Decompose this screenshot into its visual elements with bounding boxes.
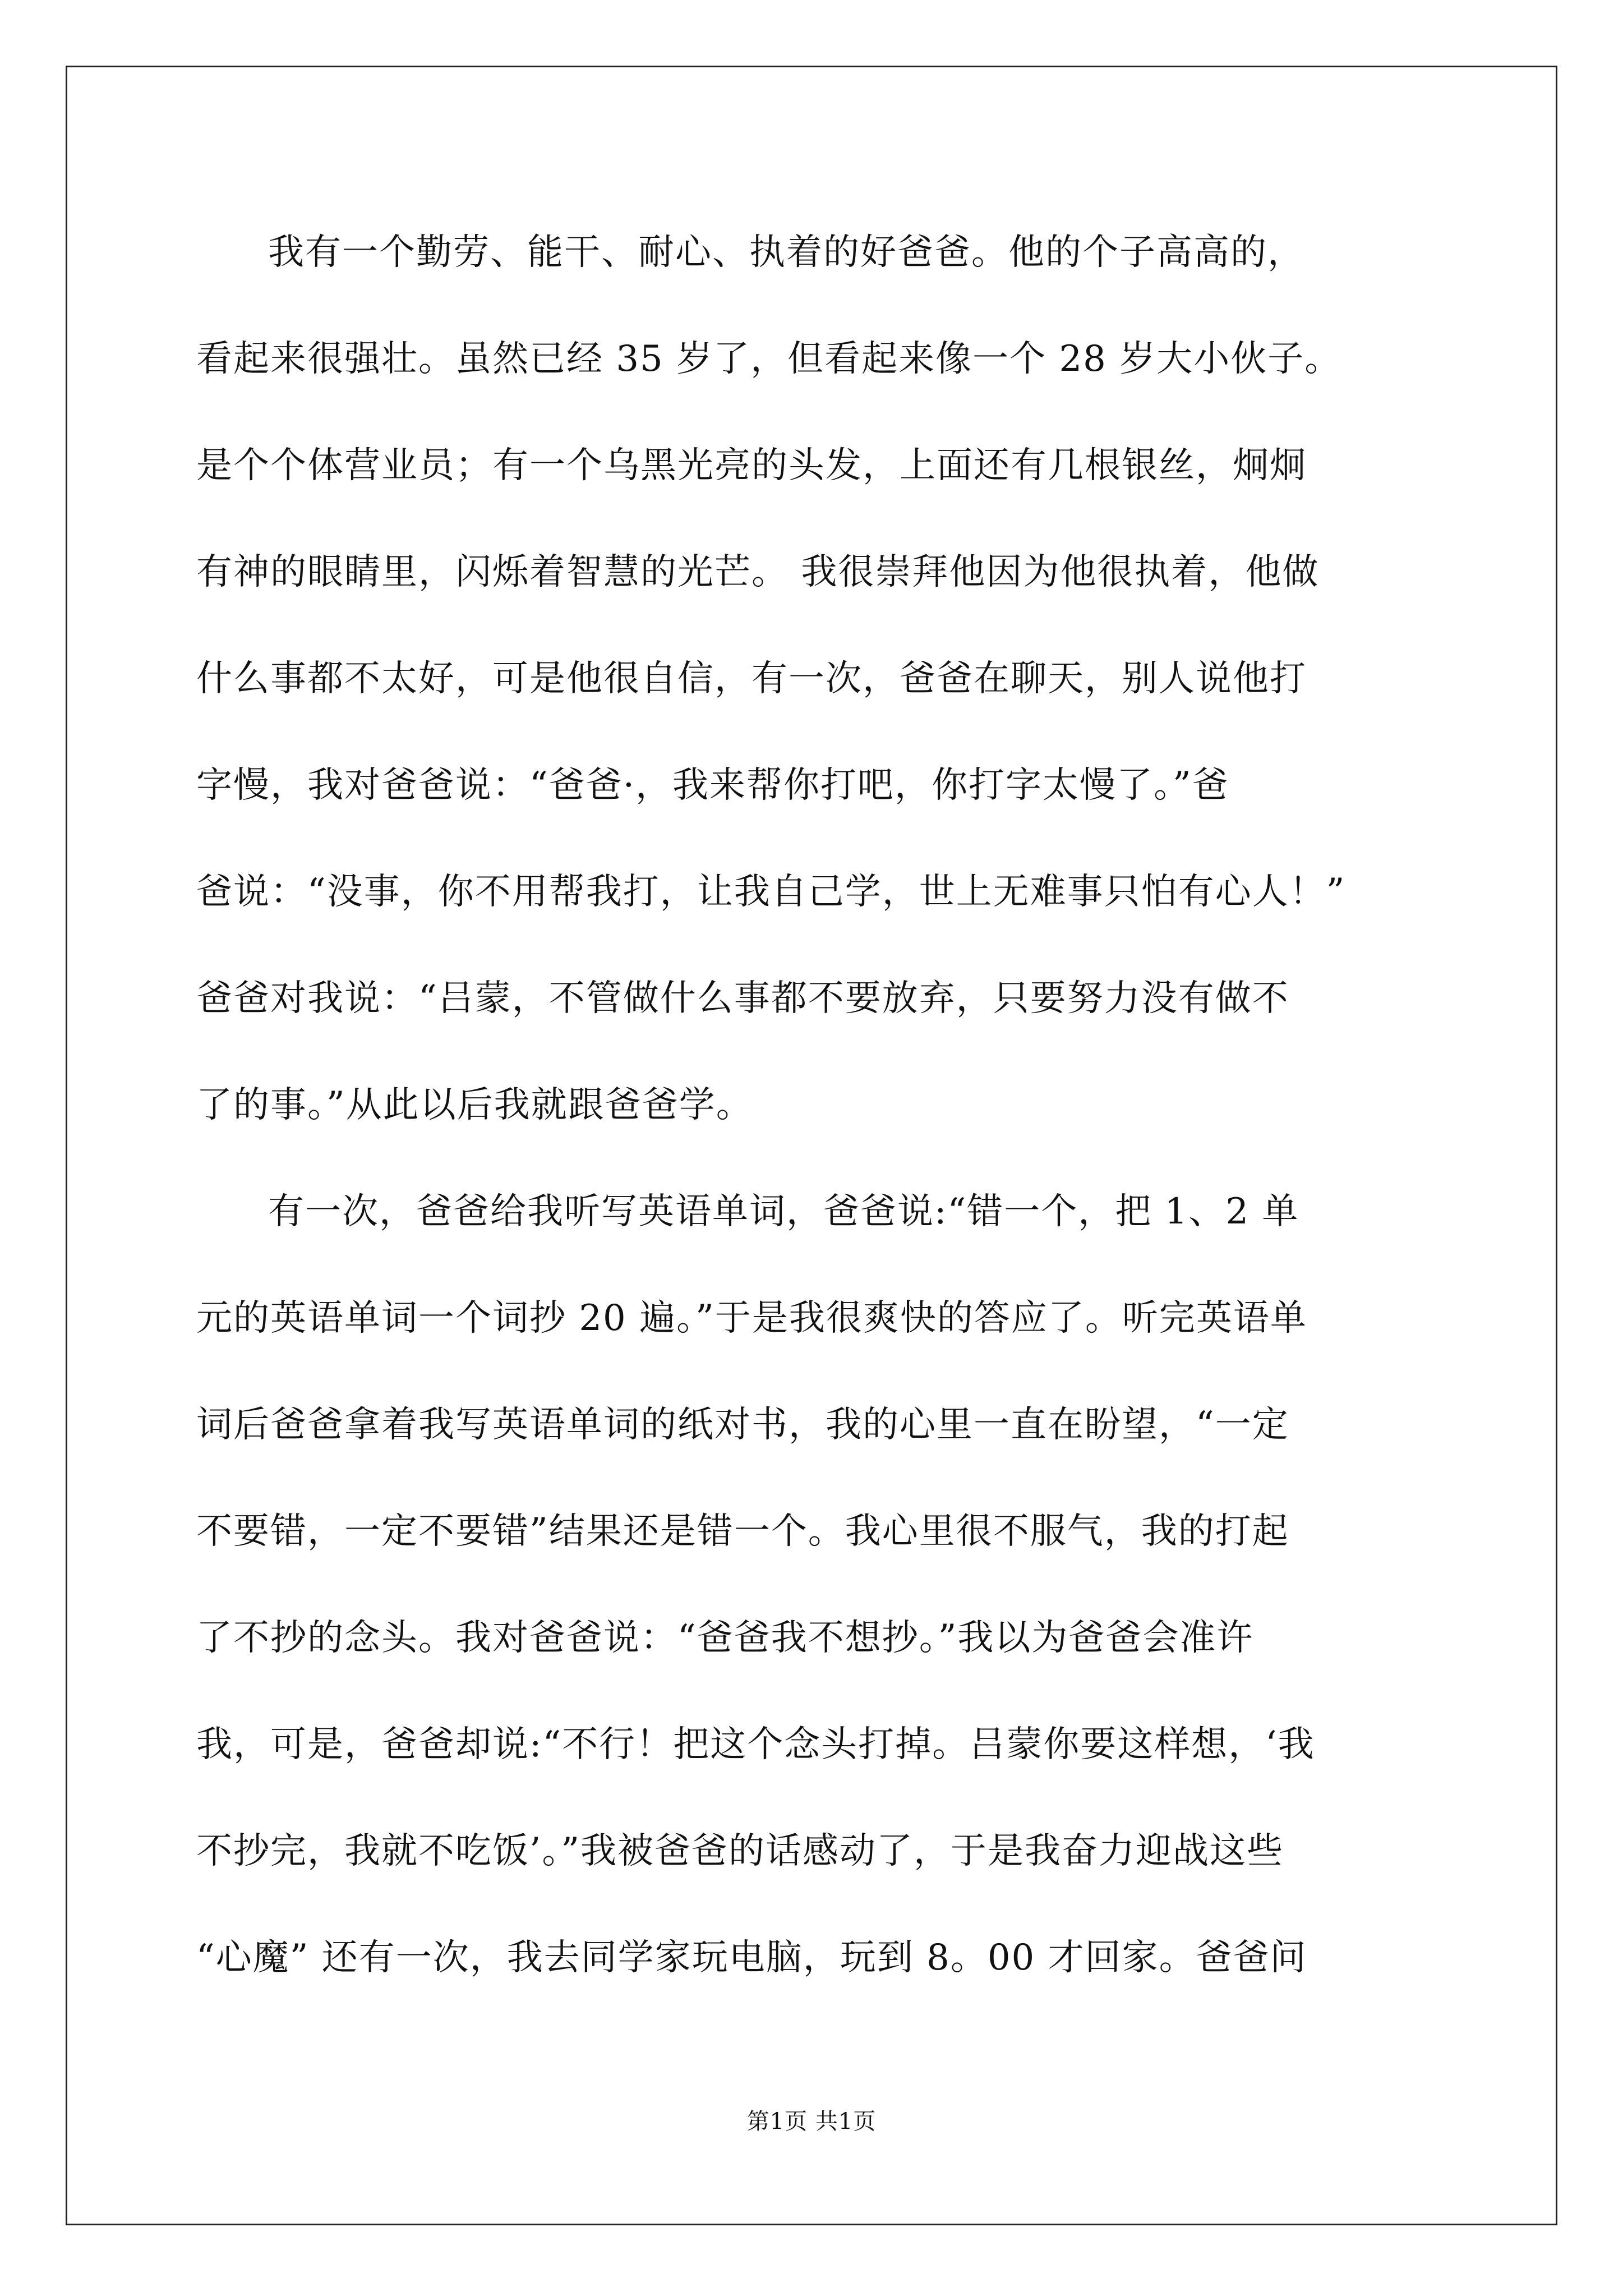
- paragraph-1-line-9: 了的事。”从此以后我就跟爸爸学。: [196, 1084, 753, 1126]
- paragraph-2-line-5: 了不抄的念头。我对爸爸说：“爸爸我不想抄。”我以为爸爸会准许: [196, 1617, 1254, 1659]
- paragraph-1-line-4: 有神的眼睛里，闪烁着智慧的光芒。 我很崇拜他因为他很执着，他做: [196, 551, 1320, 593]
- paragraph-1-line-1: 我有一个勤劳、能干、耐心、执着的好爸爸。他的个子高高的，: [268, 232, 1304, 273]
- paragraph-1-line-5: 什么事都不太好，可是他很自信，有一次，爸爸在聊天，别人说他打: [196, 658, 1307, 700]
- paragraph-1-line-2: 看起来很强壮。虽然已经 35 岁了，但看起来像一个 28 岁大小伙子。: [196, 338, 1342, 380]
- paragraph-1-line-6: 字慢，我对爸爸说：“爸爸·，我来帮你打吧，你打字太慢了。”爸: [196, 765, 1229, 806]
- paragraph-2-line-4: 不要错，一定不要错”结果还是错一个。我心里很不服气，我的打起: [196, 1511, 1289, 1552]
- page-border: [66, 66, 1557, 2225]
- paragraph-2-line-8: “心魔” 还有一次，我去同学家玩电脑，玩到 8。00 才回家。爸爸问: [196, 1937, 1307, 1978]
- paragraph-1-line-7: 爸说：“没事，你不用帮我打，让我自己学，世上无难事只怕有心人！”: [196, 871, 1346, 913]
- paragraph-2-line-2: 元的英语单词一个词抄 20 遍。”于是我很爽快的答应了。听完英语单: [196, 1297, 1307, 1339]
- page-number-footer: 第1页 共1页: [746, 2109, 877, 2134]
- paragraph-1-line-3: 是个个体营业员；有一个乌黑光亮的头发，上面还有几根银丝，炯炯: [196, 445, 1307, 486]
- paragraph-2-line-6: 我，可是，爸爸却说:“不行！把这个念头打掉。吕蒙你要这样想，‘我: [196, 1724, 1315, 1765]
- paragraph-1-line-8: 爸爸对我说：“吕蒙，不管做什么事都不要放弃，只要努力没有做不: [196, 978, 1289, 1019]
- paragraph-2-line-7: 不抄完，我就不吃饭’。”我被爸爸的话感动了，于是我奋力迎战这些: [196, 1830, 1284, 1872]
- paragraph-2-line-1: 有一次，爸爸给我听写英语单词，爸爸说:“错一个，把 1、2 单: [268, 1191, 1299, 1232]
- paragraph-2-line-3: 词后爸爸拿着我写英语单词的纸对书，我的心里一直在盼望，“一定: [196, 1404, 1289, 1446]
